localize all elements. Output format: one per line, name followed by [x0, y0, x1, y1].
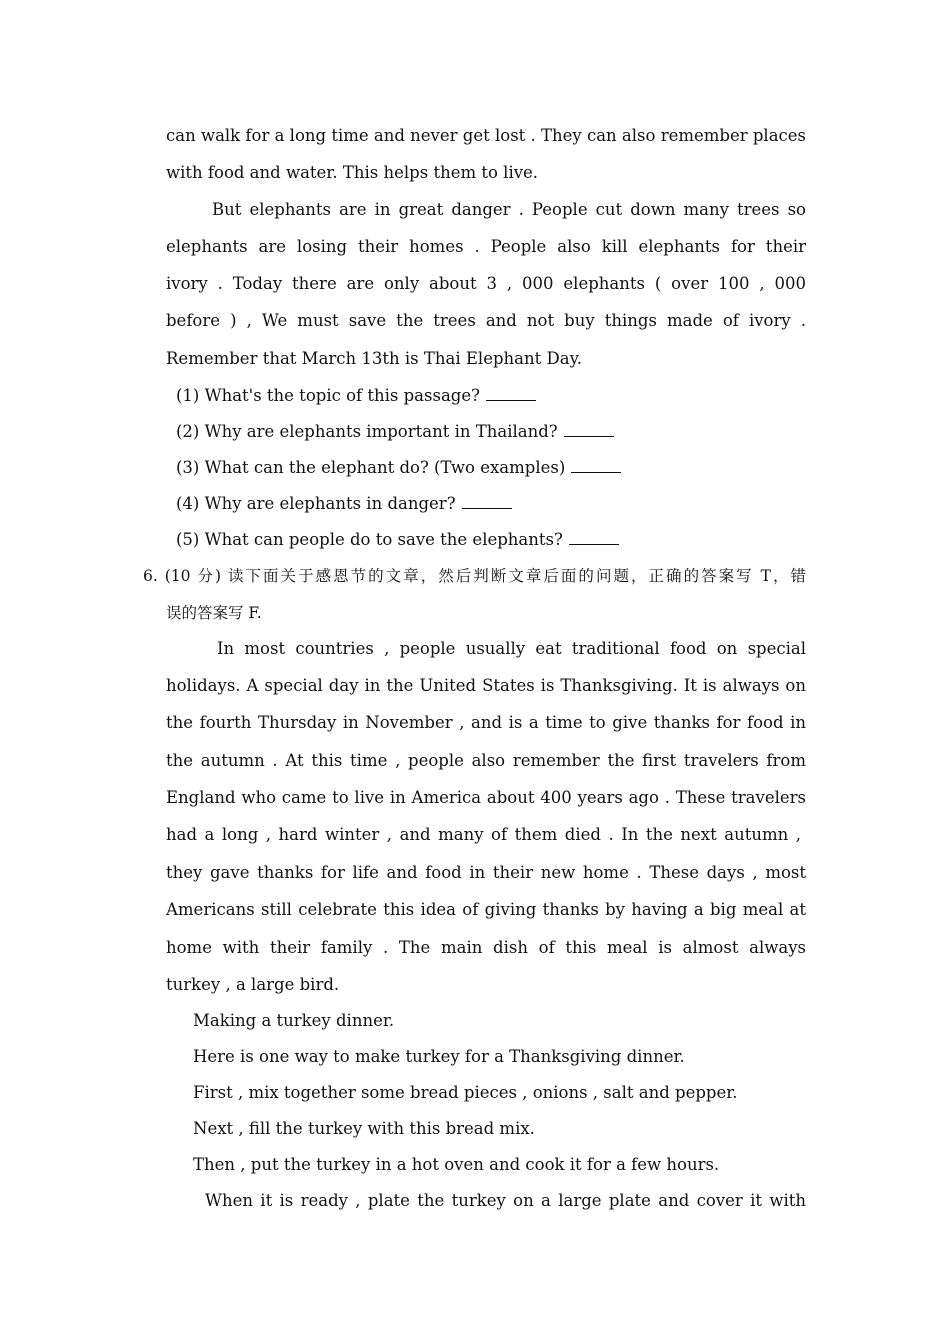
- question-3: [176, 456, 621, 479]
- question-5-text: (5) What can people do to save the elephants?: [176, 530, 563, 549]
- thanksgiving-line-4: the autumn . At this time , people also remember the first travelers from: [166, 751, 806, 770]
- recipe-title: Making a turkey dinner.: [193, 1011, 395, 1030]
- answer-blank-1[interactable]: [486, 384, 536, 401]
- thanksgiving-line-9: home with their family . The main dish of this meal is almost always: [166, 938, 806, 957]
- thanksgiving-line-2: holidays. A special day in the United States is Thanksgiving. It is always on: [166, 676, 806, 695]
- answer-blank-2[interactable]: [564, 420, 614, 437]
- recipe-line-1: Here is one way to make turkey for a Thanksgiving dinner.: [193, 1047, 685, 1066]
- question-6-header-cont: 误的答案写 F.: [166, 604, 262, 622]
- recipe-line-2: First , mix together some bread pieces , onions , salt and pepper.: [193, 1083, 738, 1102]
- answer-blank-5[interactable]: [569, 528, 619, 545]
- thanksgiving-line-7: they gave thanks for life and food in their new home . These days , most: [166, 863, 806, 882]
- elephant-line-6: before ) , We must save the trees and not buy things made of ivory .: [166, 311, 806, 330]
- question-2-text: (2) Why are elephants important in Thailand?: [176, 422, 558, 441]
- thanksgiving-line-10: turkey , a large bird.: [166, 975, 340, 994]
- elephant-line-2: with food and water. This helps them to live.: [166, 163, 539, 182]
- elephant-line-4: elephants are losing their homes . People also kill elephants for their: [166, 237, 806, 256]
- thanksgiving-line-1: In most countries , people usually eat traditional food on special: [217, 639, 806, 658]
- recipe-line-5: When it is ready , plate the turkey on a large plate and cover it with: [205, 1191, 806, 1210]
- thanksgiving-line-8: Americans still celebrate this idea of giving thanks by having a big meal at: [166, 900, 806, 919]
- question-4-text: (4) Why are elephants in danger?: [176, 494, 456, 513]
- thanksgiving-line-6: had a long , hard winter , and many of them died . In the next autumn ,: [166, 825, 801, 844]
- recipe-line-3: Next , fill the turkey with this bread mix.: [193, 1119, 535, 1138]
- question-6-header: 6. (10 分) 读下面关于感恩节的文章，然后判断文章后面的问题，正确的答案写 T，错: [143, 567, 806, 585]
- recipe-line-4: Then , put the turkey in a hot oven and cook it for a few hours.: [193, 1155, 720, 1174]
- answer-blank-3[interactable]: [571, 456, 621, 473]
- question-3-text: (3) What can the elephant do? (Two examples): [176, 458, 566, 477]
- question-5: [176, 528, 619, 551]
- question-2: [176, 420, 614, 443]
- question-1: [176, 384, 536, 407]
- thanksgiving-line-3: the fourth Thursday in November , and is a time to give thanks for food in: [166, 713, 806, 732]
- elephant-line-1: can walk for a long time and never get lost . They can also remember places: [166, 126, 807, 145]
- elephant-line-7: Remember that March 13th is Thai Elephant Day.: [166, 349, 582, 368]
- question-1-text: (1) What's the topic of this passage?: [176, 386, 480, 405]
- elephant-line-5: ivory . Today there are only about 3 , 000 elephants ( over 100 , 000: [166, 274, 806, 293]
- thanksgiving-line-5: England who came to live in America about 400 years ago . These travelers: [166, 788, 806, 807]
- elephant-line-3: But elephants are in great danger . People cut down many trees so: [212, 200, 806, 219]
- question-4: [176, 492, 512, 515]
- answer-blank-4[interactable]: [462, 492, 512, 509]
